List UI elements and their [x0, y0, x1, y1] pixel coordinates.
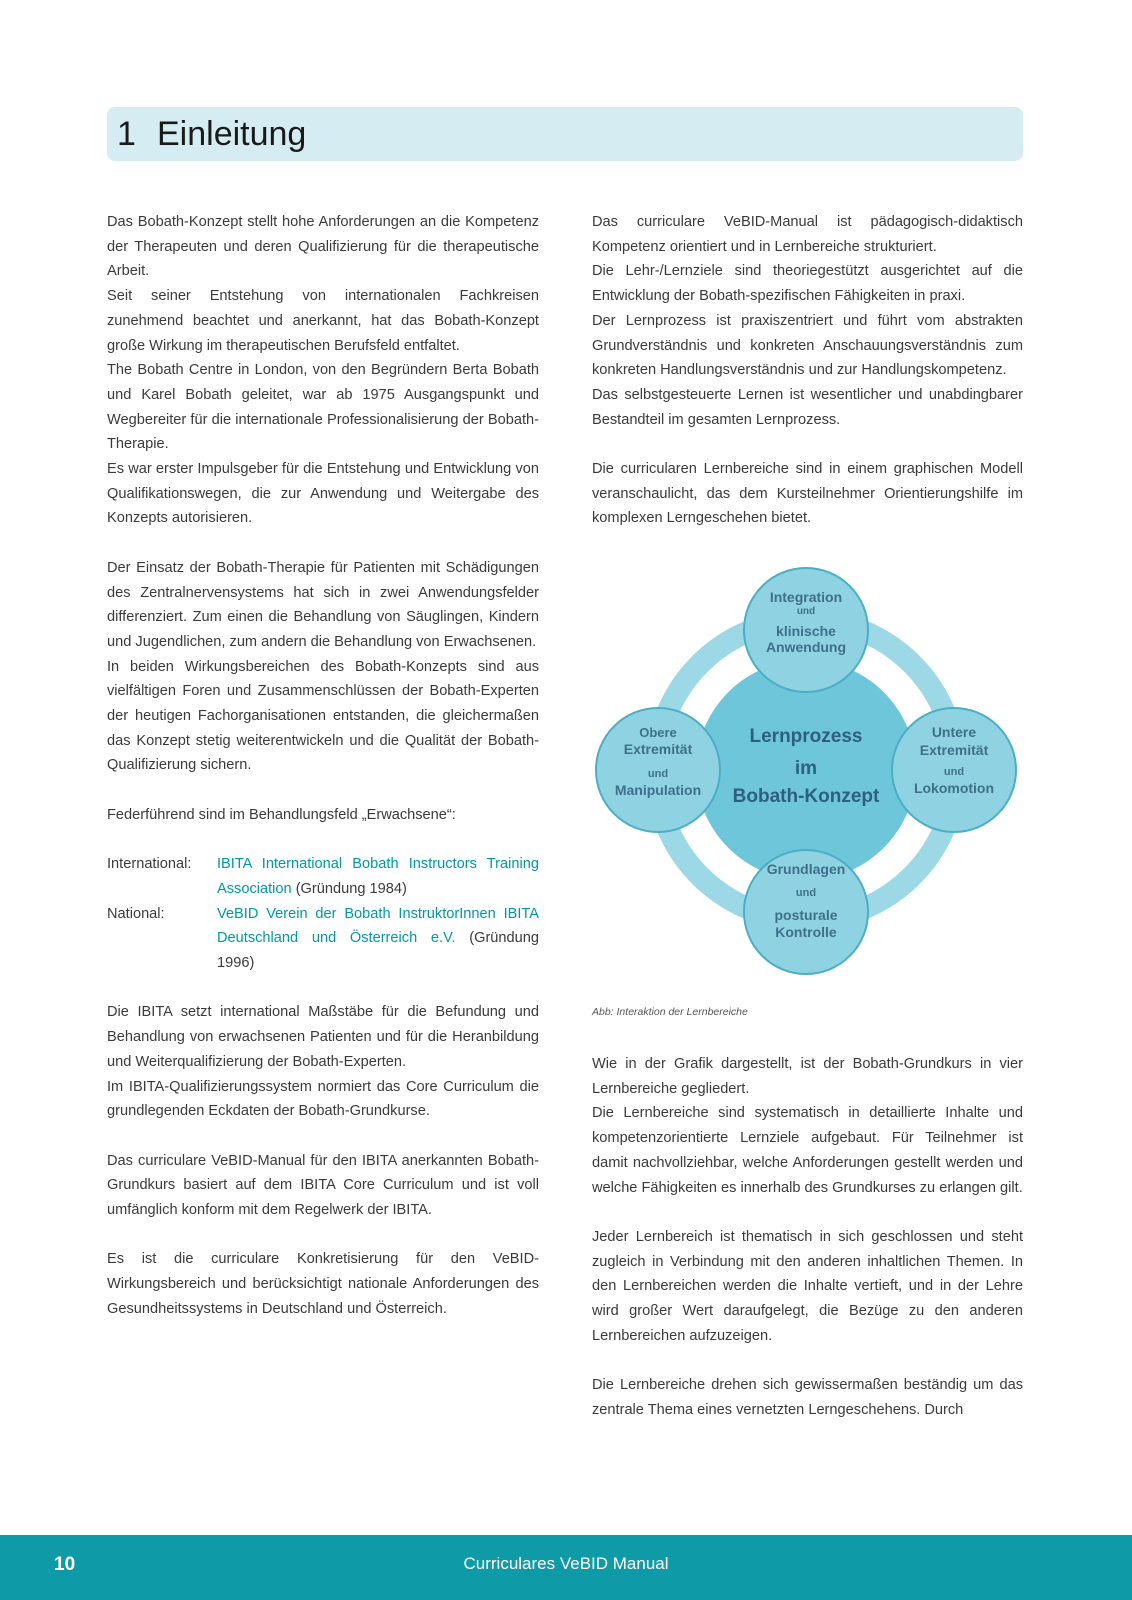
diagram-top-label: klinische	[776, 623, 836, 639]
diagram-right-label: Lokomotion	[913, 780, 995, 796]
diagram-top-label: und	[796, 606, 816, 617]
paragraph: Die IBITA setzt international Maßstäbe für die Befundung und Behandlung von erwachsenen Patienten und für die Heranbildung und Weiterqualifizierung der Bobath-Experten.	[107, 1004, 539, 1070]
diagram-left-label: Obere	[639, 725, 677, 740]
learning-areas-diagram	[592, 562, 1024, 982]
chapter-number: 1	[117, 114, 136, 153]
paragraph: In beiden Wirkungsbereichen des Bobath-Konzepts sind aus vielfältigen Foren und Zusammenschlüssen der Bobath-Experten der heutigen Fachorganisationen entstanden, die gleichermaßen das Konzept stetig weiterentwickeln und die Qualität der Bobath-Qualifizierung sichern.	[107, 658, 539, 774]
association-note: (Gründung 1984)	[291, 880, 407, 897]
paragraph: Der Lernprozess ist praxiszentriert und führt vom abstrakten Grundverständnis und konkreten Anschauungsverständnis zum konkreten Handlungsverständnis und zur Handlungskompetenz.	[592, 312, 1023, 379]
association-label: National:	[107, 905, 165, 922]
diagram-bottom-label: und	[795, 887, 817, 899]
paragraph: Seit seiner Entstehung von internationalen Fachkreisen zunehmend beachtet und anerkannt, hat das Bobath-Konzept große Wirkung im therapeutischen Berufsfeld entfaltet.	[107, 288, 539, 354]
left-column	[107, 210, 539, 1322]
paragraph: Jeder Lernbereich ist thematisch in sich geschlossen und steht zugleich in Verbindung mit den anderen inhaltlichen Themen. In den Lernbereichen werden die Inhalte vertieft, und in der Lehre wird großer Wert daraufgelegt, die Bezüge zu den anderen Lernbereichen aufzuzeigen.	[592, 1228, 1023, 1344]
diagram-right-label: Untere	[931, 724, 977, 740]
paragraph: Es war erster Impulsgeber für die Entstehung und Entwicklung von Qualifikationswegen, die zur Anwendung und Weitergabe des Konzepts autorisieren.	[107, 461, 539, 527]
diagram-top-label: Integration	[769, 589, 843, 605]
paragraph: Federführend sind im Behandlungsfeld „Erwachsene“:	[107, 806, 456, 823]
paragraph: Die Lehr-/Lernziele sind theoriegestützt ausgerichtet auf die Entwicklung der Bobath-spezifischen Fähigkeiten in praxi.	[592, 263, 1023, 305]
paragraph: Die Lernbereiche drehen sich gewissermaßen beständig um das zentrale Thema eines vernetzten Lerngeschehens. Durch	[592, 1377, 1023, 1418]
footer-title: Curriculares VeBID Manual	[463, 1554, 669, 1573]
diagram-center-label: im	[794, 758, 818, 779]
paragraph: Es ist die curriculare Konkretisierung für den VeBID- Wirkungsbereich und berücksichtigt nationale Anforderungen des Gesundheitssystems in Deutschland und Österreich.	[107, 1251, 539, 1317]
diagram-right-label: Extremität	[919, 742, 989, 758]
paragraph: Das curriculare VeBID-Manual für den IBITA anerkannten Bobath- Grundkurs basiert auf dem IBITA Core Curriculum und ist voll umfänglich konform mit dem Regelwerk der IBITA.	[107, 1152, 539, 1219]
chapter-title: Einleitung	[157, 114, 307, 153]
paragraph: Die curricularen Lernbereiche sind in einem graphischen Modell veranschaulicht, das dem Kursteilnehmer Orientierungshilfe im komplexen Lerngeschehen bietet.	[592, 461, 1023, 527]
figure-caption: Abb: Interaktion der Lernbereiche	[592, 1006, 748, 1018]
association-national	[107, 902, 539, 976]
diagram-left-label: Manipulation	[614, 782, 702, 798]
diagram-center-label: Bobath-Konzept	[732, 786, 880, 807]
paragraph: The Bobath Centre in London, von den Begründern Berta Bobath und Karel Bobath geleitet, war ab 1975 Ausgangspunkt und Wegbereiter für die internationale Professionalisierung der Bobath-Therapie.	[107, 362, 539, 453]
diagram-right-label: und	[943, 766, 965, 778]
association-international	[107, 852, 539, 901]
diagram-top-label: Anwendung	[765, 639, 847, 655]
association-label: International:	[107, 856, 192, 873]
paragraph: Die Lernbereiche sind systematisch in detaillierte Inhalte und kompetenzorientierte Lernziele aufgebaut. Für Teilnehmer ist damit nachvollziehbar, welche Anforderungen gestellt werden und welche Fähigkeiten es innerhalb des Grundkurses zu erlangen gilt.	[592, 1105, 1023, 1196]
page-footer	[0, 1535, 1132, 1600]
diagram-bottom-label: Kontrolle	[775, 924, 837, 940]
association-name: IBITA International Bobath Instructors Training Association	[217, 856, 539, 897]
association-name: VeBID Verein der Bobath InstruktorInnen IBITA Deutschland und Österreich e.V.	[217, 905, 539, 947]
diagram-center-label: Lernprozess	[749, 726, 863, 747]
paragraph: Wie in der Grafik dargestellt, ist der Bobath-Grundkurs in vier Lernbereiche gegliedert.	[592, 1056, 1023, 1097]
page-number: 10	[54, 1554, 76, 1575]
paragraph: Der Einsatz der Bobath-Therapie für Patienten mit Schädigungen des Zentralnervensystems hat sich in zwei Anwendungsfelder differenziert. Zum einen die Behandlung von Säuglingen, Kindern und Jugendlichen, zum andern die Behandlung von Erwachsenen.	[107, 559, 539, 650]
diagram-bottom-label: posturale	[774, 907, 838, 923]
diagram-left-label: Extremität	[623, 741, 693, 757]
paragraph: Das Bobath-Konzept stellt hohe Anforderungen an die Kompetenz der Therapeuten und deren Qualifizierung für die therapeutische Arbeit.	[107, 214, 539, 280]
chapter-title-bar	[107, 107, 1023, 161]
paragraph: Das selbstgesteuerte Lernen ist wesentlicher und unabdingbarer Bestandteil im gesamten Lernprozess.	[592, 386, 1023, 428]
paragraph: Das curriculare VeBID-Manual ist pädagogisch-didaktisch Kompetenz orientiert und in Lernbereiche strukturiert.	[592, 214, 1023, 255]
diagram-bottom-label: Grundlagen	[766, 861, 846, 877]
association-note: (Gründung 1996)	[217, 930, 540, 972]
right-column-bottom	[592, 1052, 1023, 1423]
right-column-top	[592, 210, 1023, 531]
paragraph: Im IBITA-Qualifizierungssystem normiert das Core Curriculum die grundlegenden Eckdaten der Bobath-Grundkurse.	[107, 1078, 539, 1120]
diagram-left-label: und	[647, 768, 669, 780]
